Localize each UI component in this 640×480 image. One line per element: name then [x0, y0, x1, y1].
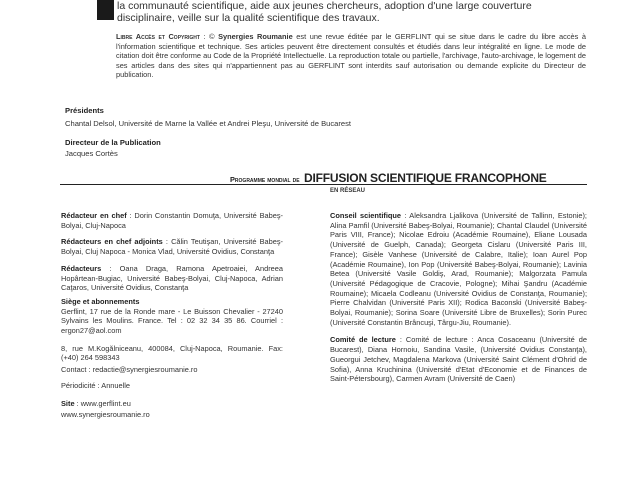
programme-big-text: DIFFUSION SCIENTIFIQUE FRANCOPHONE	[304, 171, 547, 185]
chief-editor-label: Rédacteur en chef	[61, 211, 127, 220]
presidents-value: Chantal Delsol, Université de Marne la Vallée et Andrei Pleşu, Université de Bucarest	[65, 119, 352, 128]
deputy-block	[61, 237, 283, 256]
committee-value: : Comité de lecture : Anca Cosaceanu (Université de Bucarest), Diana Hornoiu, Sandina Vasile, (Université Ovidius Constanţa), Gueorgui Jetchev, Magdalena Markova (Université Saint Clément d'Ohrid de Sofia), Anna Kruchinina (Université d'Etat d'Economie et de Finances de Saint-Pétersbourg), Carmen Avram (Université de Caen)	[330, 335, 587, 384]
deputy-value: : Călin Teutişan, Université Babeş-Bolyai, Cluj Napoca - Monica Vlad, Université Ovidius, Constanţa	[61, 237, 283, 257]
site-value: : www.gerflint.eu	[74, 398, 131, 408]
deputy-label: Rédacteurs en chef adjoints	[61, 237, 163, 247]
seat-value: Gerflint, 17 rue de la Ronde mare - Le Buisson Chevalier - 27240 Sylvains les Moulins. France. Tel : 02 32 34 35 86. Courriel : ergon27@aol.com	[61, 306, 283, 336]
license-paragraph	[116, 32, 586, 80]
committee-block	[330, 335, 587, 384]
left-column	[61, 211, 283, 420]
license-heading: Libre Accès et Copyright	[116, 32, 200, 41]
license-copyright: : ©	[199, 32, 219, 41]
seat-block	[61, 297, 283, 307]
council-block	[330, 211, 587, 327]
site-label: Site	[61, 398, 75, 408]
director-label: Directeur de la Publication	[65, 138, 161, 147]
address-value: 8, rue M.Kogălniceanu, 400084, Cluj-Napoca, Roumanie. Fax: (+40) 264 598343	[61, 343, 283, 363]
contact-value: Contact : redactie@synergiesroumanie.ro	[61, 365, 198, 375]
logo-corner-mark	[97, 0, 114, 20]
director-value: Jacques Cortès	[65, 149, 118, 158]
programme-small-text: Programme mondial de	[230, 175, 300, 184]
license-body: est une revue éditée par le GERFLINT qui se situe dans le cadre du libre accès à l'information scientifique et technique. Ses articles peuvent être directement consultés et étudiés dans leur intégralité en ligne. Le mode de citation doit être conforme au Code de la Propriété Intellectuelle. La reproduction totale ou partielle, l'archivage, l'auto-archivage, le logement de ses articles dans des sites qui n'appartiennent pas au GERFLINT sont interdits sauf autorisation ou demande explicite du Directeur de publication.	[116, 32, 587, 80]
council-label: Conseil scientifique	[330, 211, 402, 220]
editors-value: : Oana Dragа, Ramona Apetroaiei, Andreea Hopârtean-Bugiac, Université Babeş-Bolyai, Cluj-Napoca, Adrian Caţaros, Université Ovidius, Constanţa	[61, 263, 283, 293]
network-label: EN RÉSEAU	[330, 188, 366, 194]
license-publisher: Synergies Roumanie	[218, 32, 293, 41]
programme-banner	[230, 169, 547, 187]
editors-block	[61, 264, 283, 293]
intro-text: la communauté scientifique, aide aux jeunes chercheurs, adoption d'une large couverture disciplinaire, veille sur la qualité scientifique des travaux.	[117, 0, 532, 24]
right-column	[330, 211, 587, 384]
seat-label: Siège et abonnements	[61, 296, 140, 306]
period-value: Périodicité : Annuelle	[61, 380, 131, 390]
committee-label: Comité de lecture	[330, 335, 396, 345]
chief-editor-value: : Dorin Constantin Domuţa, Université Babeş-Bolyai, Cluj-Napoca	[61, 211, 284, 230]
site-block	[61, 399, 283, 409]
council-value: : Aleksandra Ljalikova (Université de Tallinn, Estonie); Alina Pamfil (Université Babeş-Bolyai, Roumanie); Chantal Claudel (Université Paris VIII, France); Nicolae Edroiu (Académie Roumaine), Eliane Lousada (Université de Guelph, Canada); Georgeta Cislaru (Université Paris III, France); Gisèle Vanhese (Université de Calabre, Italie); Ioan Aurel Pop (Académie Roumaine), Ion Pop (Université Babeş-Bolyai, Roumanie); Lavinia Betea (Université Vasile Goldiş, Arad, Roumanie); Malgorzata Pamula (Université Pédagogique de Cracovie, Pologne); Mihai Şandru (Académie Roumaine); Micaela Codleanu (Université Ovidius de Constanţa, Roumanie); Pierre Chalvidan (Université Paris XII); Rodica Baconski (Université Babeş-Bolyai, Roumanie); Sorina Soare (Université Libre de Bruxelles); Sorin Purec (Université Constantin Brâncuşi, Târgu-Jiu, Roumanie).	[330, 211, 587, 327]
site2-value: www.synergiesroumanie.ro	[61, 410, 150, 420]
presidents-label: Présidents	[65, 106, 104, 115]
chief-editor-block	[61, 211, 283, 230]
editors-label: Rédacteurs	[61, 263, 102, 273]
